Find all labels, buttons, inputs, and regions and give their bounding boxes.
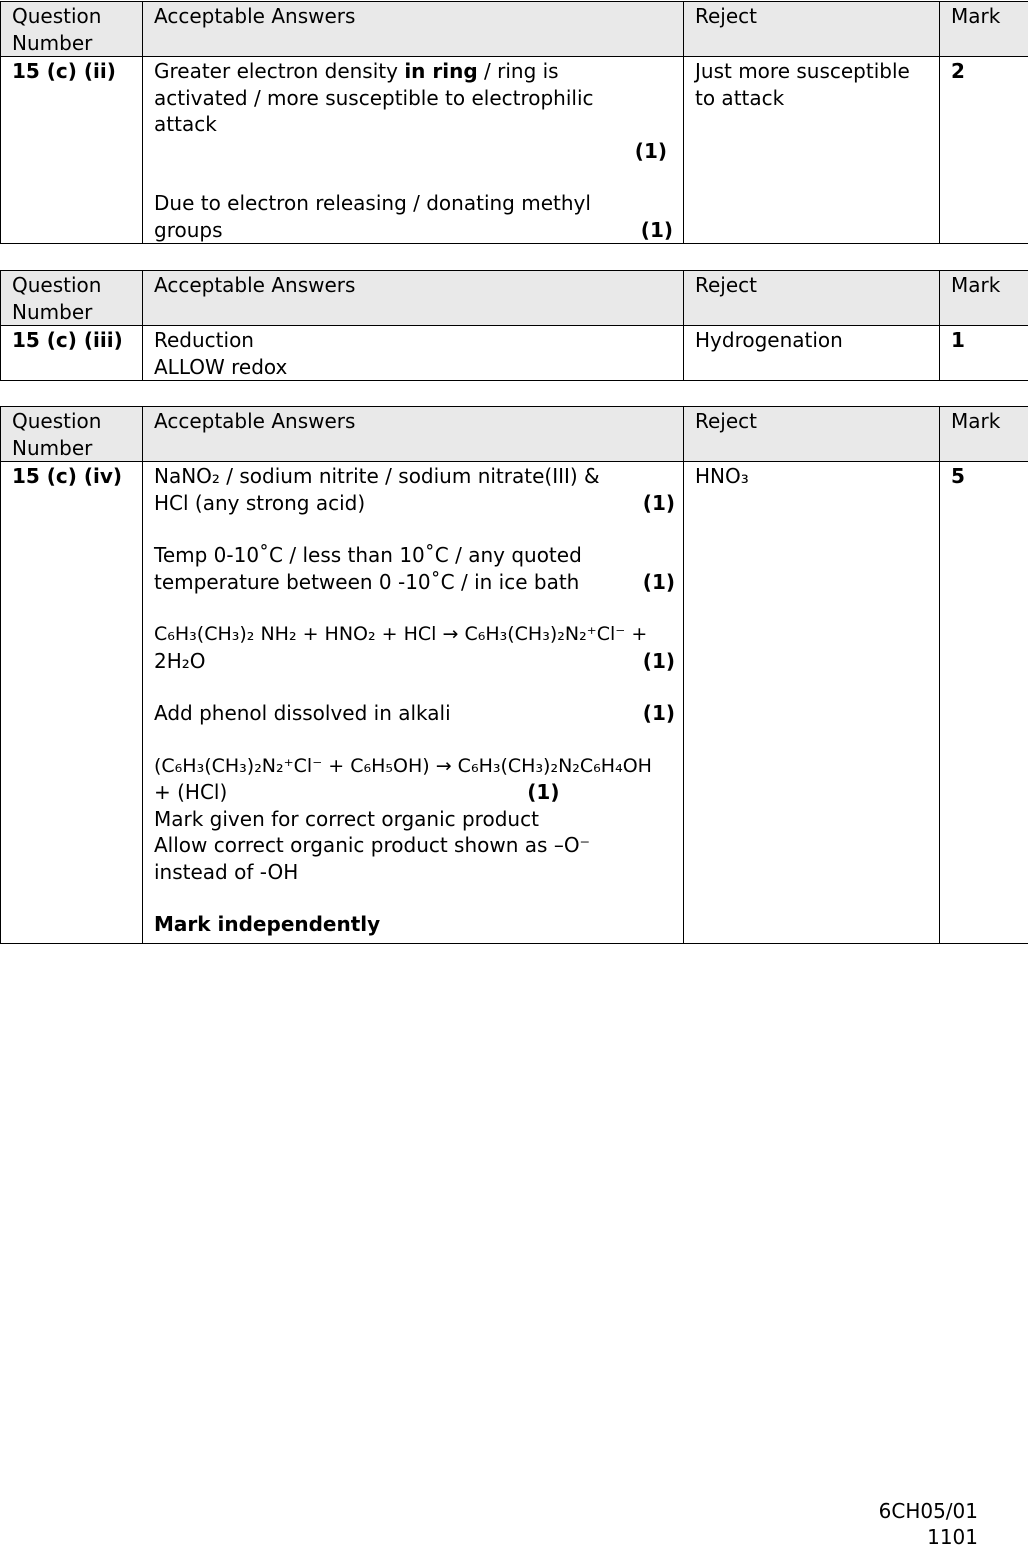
answer-text: / ring is xyxy=(478,59,559,83)
header-mark: Mark xyxy=(940,407,1028,462)
spacer xyxy=(154,885,675,911)
reject-cell: HNO₃ xyxy=(684,462,940,944)
header-reject: Reject xyxy=(684,407,940,462)
header-row xyxy=(1,271,1028,326)
mark-independently-note: Mark independently xyxy=(154,911,675,938)
answer-line xyxy=(154,779,675,806)
spacer xyxy=(154,727,675,753)
acceptable-answers-cell xyxy=(143,326,684,381)
mark-allocation: (1) xyxy=(635,700,675,727)
reject-cell xyxy=(684,57,940,244)
mark-cell: 2 xyxy=(940,57,1028,244)
header-question-number: Question Number xyxy=(1,2,143,57)
spacer xyxy=(154,674,675,700)
mark-scheme-table-15civ xyxy=(0,406,1028,944)
answer-line: Allow correct organic product shown as –O⁻ xyxy=(154,832,675,859)
question-number: 15 (c) (iv) xyxy=(1,462,143,944)
reject-line: Just more susceptible xyxy=(695,58,929,85)
answer-line: ALLOW redox xyxy=(154,354,673,381)
equation-line: C₆H₃(CH₃)₂ NH₂ + HNO₂ + HCl → C₆H₃(CH₃)₂N₂⁺Cl⁻ + xyxy=(154,621,675,648)
answer-text: groups xyxy=(154,217,223,244)
header-row xyxy=(1,407,1028,462)
answer-text: Add phenol dissolved in alkali xyxy=(154,700,451,727)
header-question-number: Question Number xyxy=(1,271,143,326)
paper-code: 6CH05/01 xyxy=(879,1498,978,1524)
header-row xyxy=(1,2,1028,57)
mark-cell: 5 xyxy=(940,462,1028,944)
question-number: 15 (c) (iii) xyxy=(1,326,143,381)
answer-row xyxy=(1,57,1028,244)
answer-line: NaNO₂ / sodium nitrite / sodium nitrate(III) & xyxy=(154,463,675,490)
spacer xyxy=(154,595,675,621)
answer-row xyxy=(1,326,1028,381)
mark-cell: 1 xyxy=(940,326,1028,381)
answer-line: Reduction xyxy=(154,327,673,354)
equation-line: (C₆H₃(CH₃)₂N₂⁺Cl⁻ + C₆H₅OH) → C₆H₃(CH₃)₂N₂C₆H₄OH xyxy=(154,753,675,780)
header-mark: Mark xyxy=(940,2,1028,57)
acceptable-answers-cell xyxy=(143,462,684,944)
mark-scheme-table-15cii xyxy=(0,1,1028,244)
answer-line xyxy=(154,58,673,85)
answer-text: + (HCl) xyxy=(154,780,227,804)
header-reject: Reject xyxy=(684,271,940,326)
answer-line xyxy=(154,569,675,596)
answer-line: Temp 0-10˚C / less than 10˚C / any quoted xyxy=(154,542,675,569)
answer-line xyxy=(154,217,673,244)
answer-emphasis: in ring xyxy=(404,59,477,83)
header-reject: Reject xyxy=(684,2,940,57)
spacer xyxy=(154,164,673,190)
page-footer xyxy=(879,1498,978,1550)
spacer xyxy=(154,516,675,542)
mark-allocation: (1) xyxy=(635,648,675,675)
acceptable-answers-cell xyxy=(143,57,684,244)
answer-row xyxy=(1,462,1028,944)
answer-line: instead of -OH xyxy=(154,859,675,886)
answer-line xyxy=(154,700,675,727)
answer-line: Due to electron releasing / donating methyl xyxy=(154,190,673,217)
answer-text: temperature between 0 -10˚C / in ice bath xyxy=(154,569,579,596)
header-acceptable-answers: Acceptable Answers xyxy=(143,407,684,462)
mark-allocation: (1) xyxy=(527,780,559,804)
mark-allocation: (1) xyxy=(635,569,675,596)
header-mark: Mark xyxy=(940,271,1028,326)
question-number: 15 (c) (ii) xyxy=(1,57,143,244)
header-acceptable-answers: Acceptable Answers xyxy=(143,271,684,326)
answer-line: attack xyxy=(154,111,673,138)
answer-line: Mark given for correct organic product xyxy=(154,806,675,833)
answer-text: 2H₂O xyxy=(154,648,206,675)
reject-line: to attack xyxy=(695,85,929,112)
series-code: 1101 xyxy=(879,1524,978,1550)
mark-allocation: (1) xyxy=(635,490,675,517)
answer-line: activated / more susceptible to electrophilic xyxy=(154,85,673,112)
mark-allocation: (1) xyxy=(633,217,673,244)
answer-line xyxy=(154,648,675,675)
header-question-number: Question Number xyxy=(1,407,143,462)
header-acceptable-answers: Acceptable Answers xyxy=(143,2,684,57)
answer-line xyxy=(154,490,675,517)
mark-scheme-table-15ciii xyxy=(0,270,1028,381)
reject-cell: Hydrogenation xyxy=(684,326,940,381)
answer-text: Greater electron density xyxy=(154,59,404,83)
answer-text: HCl (any strong acid) xyxy=(154,490,365,517)
mark-allocation: (1) xyxy=(154,138,673,165)
